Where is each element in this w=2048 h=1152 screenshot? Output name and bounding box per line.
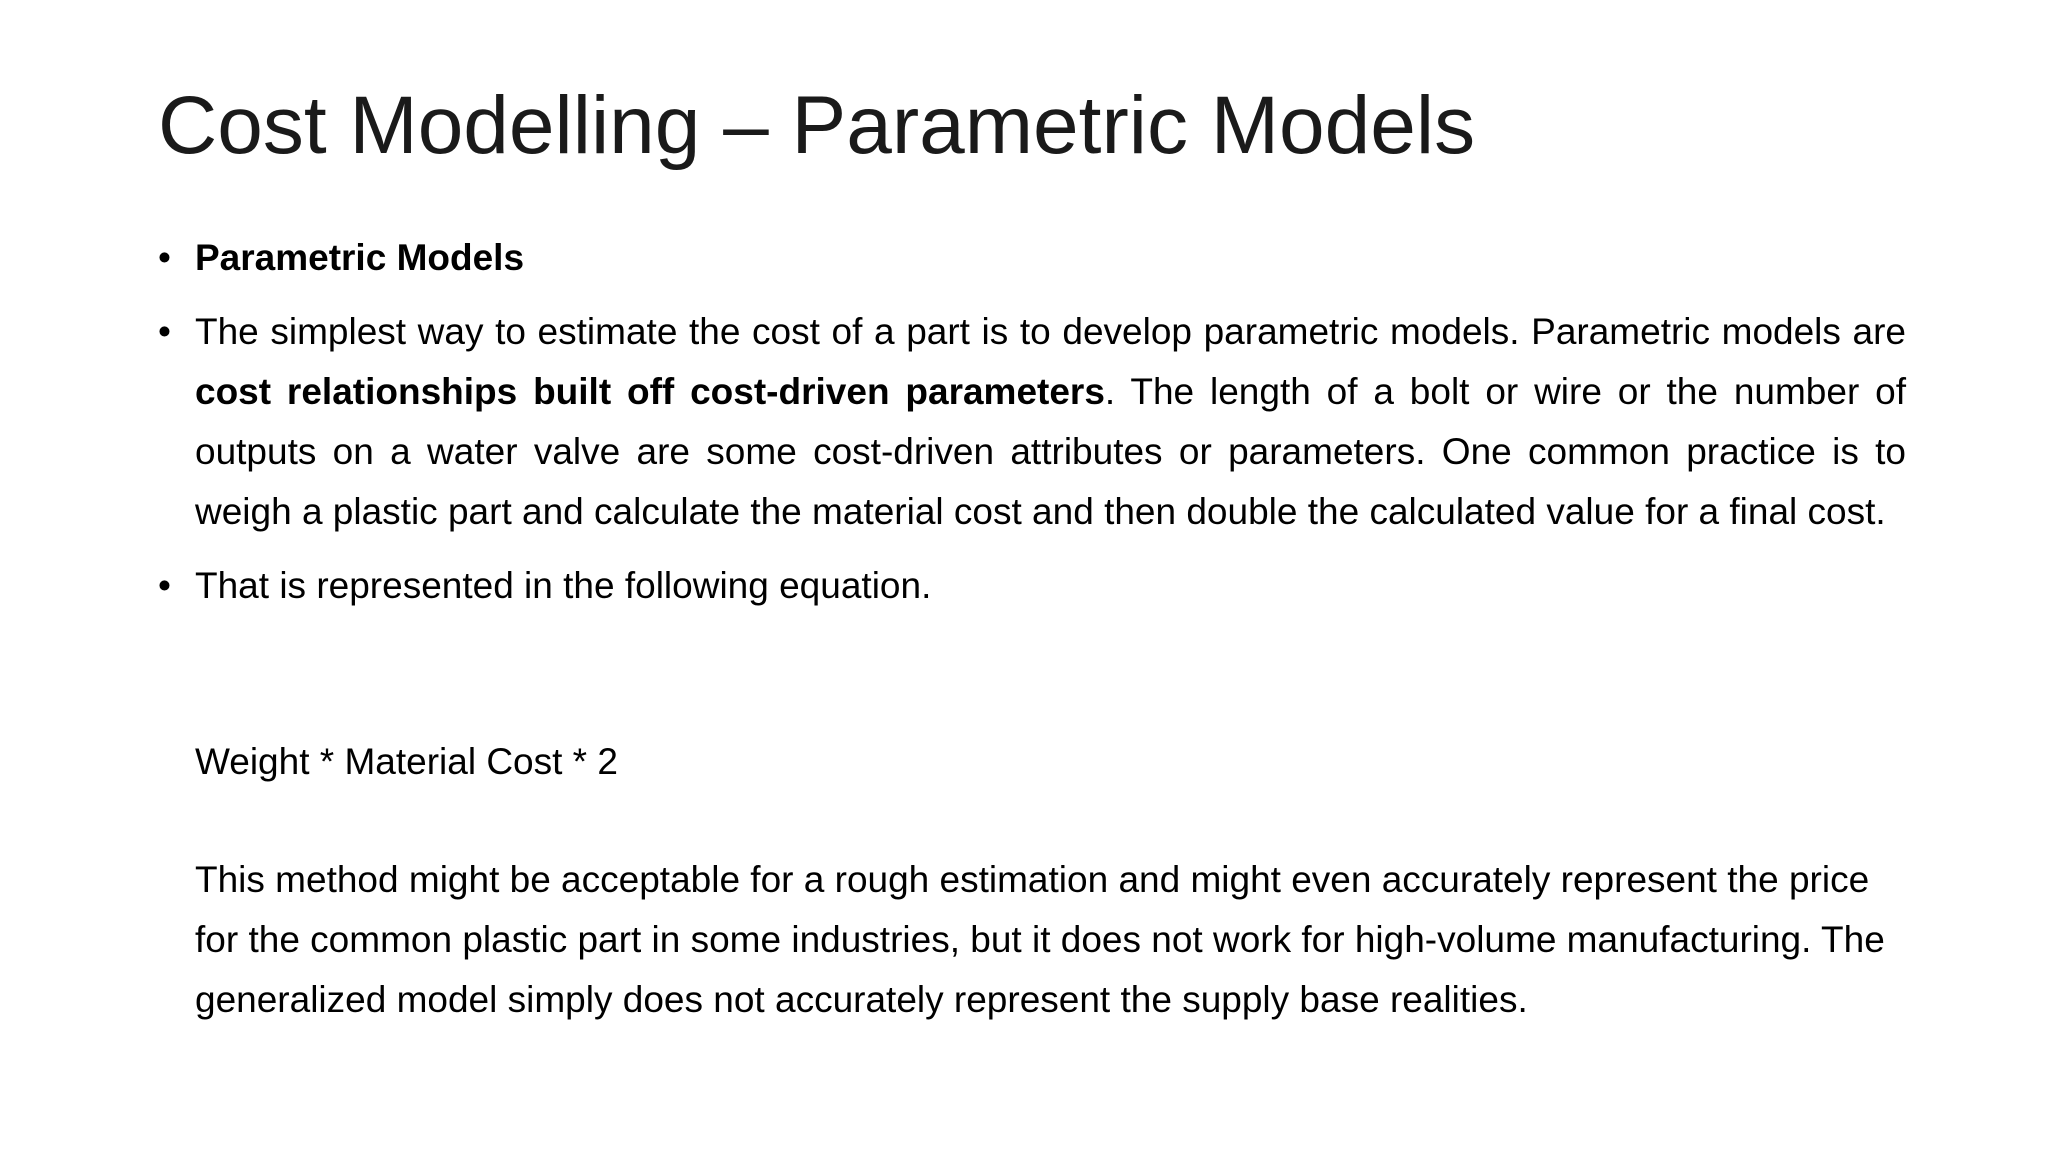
bullet-point: • (158, 237, 171, 278)
bullet-item-lead-in (158, 556, 1906, 616)
slide-title: Cost Modelling – Parametric Models (158, 80, 1476, 171)
description-text-part1: The simplest way to estimate the cost of a part is to develop parametric models. Parametric models are (195, 311, 1906, 352)
bullet-item-heading (158, 228, 1906, 288)
bullet-list (158, 228, 1906, 630)
description-text-part2: . The length of a bolt or wire or the number of outputs on a water valve are some cost-driven attributes or parameters. One common practice is to weigh a plastic part and calculate the material cost and then double the calculated value for a final cost. (195, 371, 1906, 532)
bullet-point: • (158, 311, 171, 352)
bullet-item-description (158, 302, 1906, 542)
closing-paragraph: This method might be acceptable for a rough estimation and might even accurately represent the price for the common plastic part in some industries, but it does not work for high-volume manufacturing. The generalized model simply does not accurately represent the supply base realities. (195, 859, 1885, 1020)
description-bold-phrase: cost relationships built off cost-driven parameters (195, 371, 1105, 412)
bullet-heading-text: Parametric Models (195, 237, 525, 278)
equation-text: Weight * Material Cost * 2 (195, 741, 618, 782)
bullet-point: • (158, 565, 171, 606)
lead-in-text: That is represented in the following equation. (195, 565, 932, 606)
